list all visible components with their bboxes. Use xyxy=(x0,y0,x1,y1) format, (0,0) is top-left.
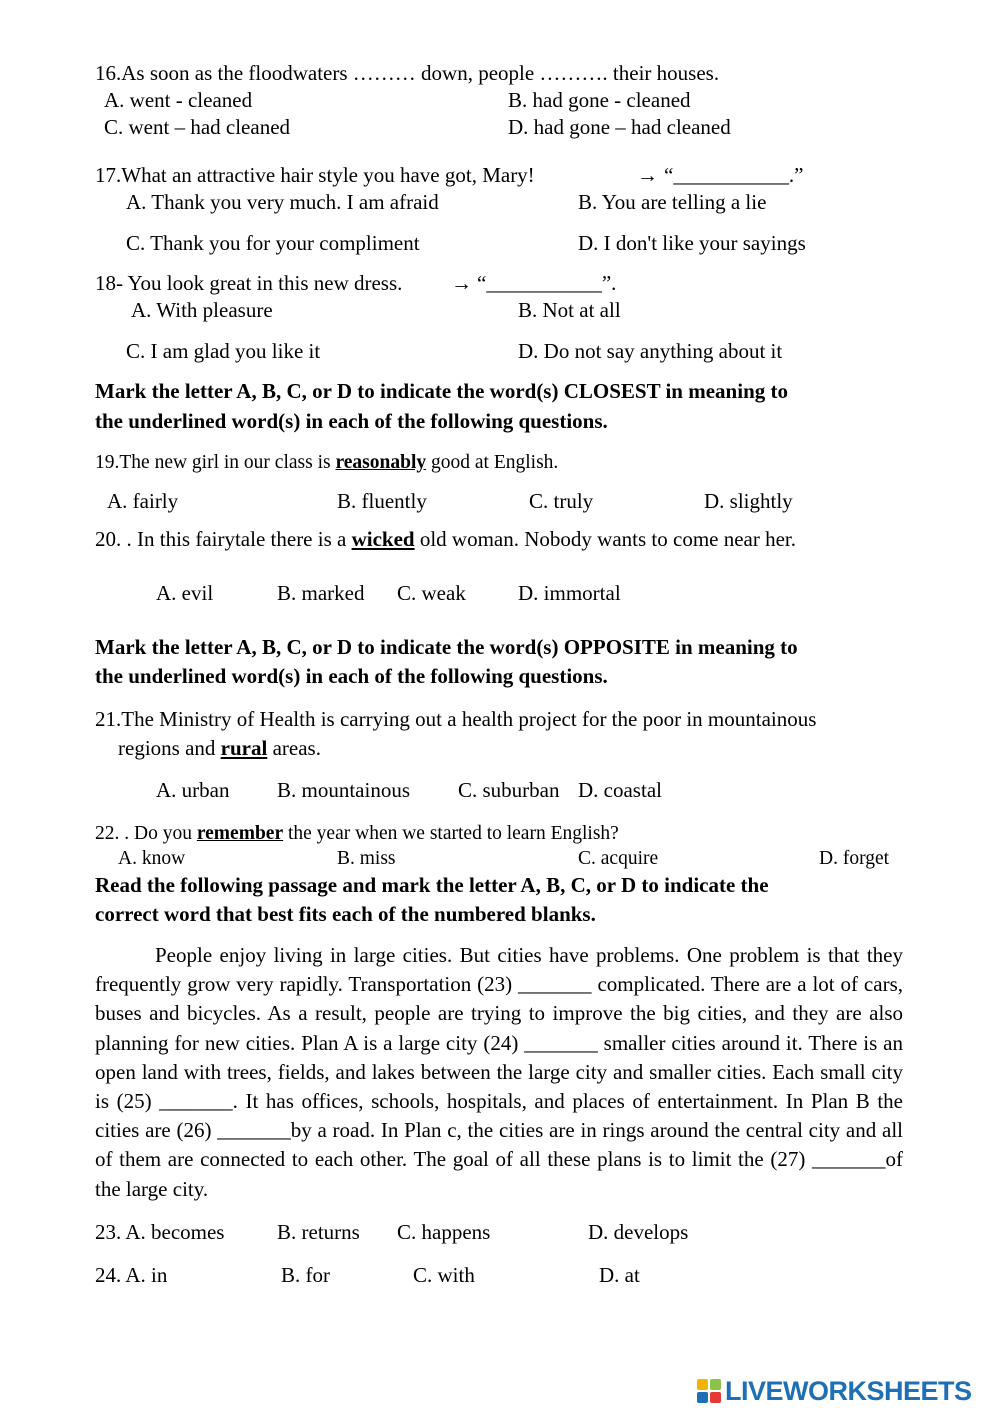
q21-keyword: rural xyxy=(220,736,268,760)
q20-post: old woman. Nobody wants to come near her. xyxy=(414,527,797,551)
liveworksheets-logo[interactable] xyxy=(697,1377,972,1407)
q21-option-a[interactable]: A. urban xyxy=(156,778,230,802)
q20-stem xyxy=(95,526,796,553)
q19-keyword: reasonably xyxy=(335,452,427,473)
liveworksheets-icon xyxy=(697,1379,723,1405)
q21-stem-line1: 21.The Ministry of Health is carrying out a health project for the poor in mountainous xyxy=(95,707,817,731)
passage-text: People enjoy living in large cities. But cities have problems. One problem is that they frequently grow very rapidly. Transportation (23) _______ complicated. There are a lot of cars, buses and bicycles. As a result, people are trying to improve the big cities, and they are also planning for new cities. Plan A is a large city (24) _______ smaller cities around it. There is an open land with trees, fields, and lakes between the large city and smaller cities. Each small city is (25) _______. It has offices, schools, hospitals, and places of entertainment. In Plan B the cities are (26) _______by a road. In Plan c, the cities are in rings around the central city and all of them are connected to each other. The goal of all these plans is to limit the (27) _______of the large city. xyxy=(95,943,903,1201)
q19-stem xyxy=(95,450,558,475)
q22-option-a[interactable]: A. know xyxy=(118,848,186,869)
q23-option-d[interactable]: D. develops xyxy=(588,1220,689,1244)
q17-option-a[interactable]: A. Thank you very much. I am afraid xyxy=(126,190,439,214)
passage-paragraph xyxy=(95,941,903,1204)
section-closest-heading-line1: Mark the letter A, B, C, or D to indicate the word(s) CLOSEST in meaning to xyxy=(95,379,788,403)
q18-option-a[interactable]: A. With pleasure xyxy=(131,298,273,322)
q16-stem: 16.As soon as the floodwaters ……… down, people ………. their houses. xyxy=(95,61,720,85)
q21-post: areas. xyxy=(267,736,321,760)
q21-option-c[interactable]: C. suburban xyxy=(458,778,560,802)
liveworksheets-logo-text: LIVEWORKSHEETS xyxy=(725,1376,972,1407)
q17-stem: 17.What an attractive hair style you have got, Mary! xyxy=(95,163,535,187)
q22-keyword: remember xyxy=(196,823,284,844)
q19-post: good at English. xyxy=(426,452,559,473)
q22-option-c[interactable]: C. acquire xyxy=(578,848,659,869)
q20-option-a[interactable]: A. evil xyxy=(156,581,214,605)
q23-option-b[interactable]: B. returns xyxy=(277,1220,360,1244)
q18-stem: 18- You look great in this new dress. xyxy=(95,271,403,295)
q21-stem-line2 xyxy=(118,735,321,762)
q16-option-d[interactable]: D. had gone – had cleaned xyxy=(508,115,731,139)
q21-option-b[interactable]: B. mountainous xyxy=(277,778,411,802)
q18-option-b[interactable]: B. Not at all xyxy=(518,298,621,322)
q20-option-d[interactable]: D. immortal xyxy=(518,581,621,605)
q21-option-d[interactable]: D. coastal xyxy=(578,778,662,802)
q20-option-c[interactable]: C. weak xyxy=(397,581,466,605)
q21-pre: regions and xyxy=(118,736,221,760)
q18-option-d[interactable]: D. Do not say anything about it xyxy=(518,339,783,363)
q20-option-b[interactable]: B. marked xyxy=(277,581,365,605)
q19-option-b[interactable]: B. fluently xyxy=(337,489,427,513)
q19-option-d[interactable]: D. slightly xyxy=(704,489,793,513)
q22-post: the year when we started to learn English? xyxy=(283,823,619,844)
section-passage-heading-line2: correct word that best fits each of the numbered blanks. xyxy=(95,902,596,926)
q17-option-b[interactable]: B. You are telling a lie xyxy=(578,190,767,214)
q16-option-b[interactable]: B. had gone - cleaned xyxy=(508,88,691,112)
q22-pre: 22. . Do you xyxy=(95,823,197,844)
q23-option-c[interactable]: C. happens xyxy=(397,1220,491,1244)
q18-arrow-icon: → xyxy=(451,271,472,295)
q22-option-d[interactable]: D. forget xyxy=(819,848,890,869)
section-opposite-heading-line2: the underlined word(s) in each of the following questions. xyxy=(95,664,608,688)
q16-option-c[interactable]: C. went – had cleaned xyxy=(104,115,291,139)
q18-option-c[interactable]: C. I am glad you like it xyxy=(126,339,321,363)
q17-option-d[interactable]: D. I don't like your sayings xyxy=(578,231,806,255)
q22-option-b[interactable]: B. miss xyxy=(337,848,396,869)
q16-option-a[interactable]: A. went - cleaned xyxy=(104,88,253,112)
q24-option-d[interactable]: D. at xyxy=(599,1263,640,1287)
q24-option-c[interactable]: C. with xyxy=(413,1263,475,1287)
q23-option-a[interactable]: 23. A. becomes xyxy=(95,1220,225,1244)
q20-pre: 20. . In this fairytale there is a xyxy=(95,527,352,551)
q17-blank: “___________.” xyxy=(664,163,804,187)
q17-arrow-icon: → xyxy=(637,163,658,187)
q17-option-c[interactable]: C. Thank you for your compliment xyxy=(126,231,420,255)
q19-option-c[interactable]: C. truly xyxy=(529,489,594,513)
section-passage-heading-line1: Read the following passage and mark the letter A, B, C, or D to indicate the xyxy=(95,873,769,897)
q22-stem xyxy=(95,821,619,846)
q19-pre: 19.The new girl in our class is xyxy=(95,452,336,473)
q24-option-b[interactable]: B. for xyxy=(281,1263,330,1287)
section-closest-heading-line2: the underlined word(s) in each of the following questions. xyxy=(95,409,608,433)
q20-keyword: wicked xyxy=(351,527,415,551)
q24-option-a[interactable]: 24. A. in xyxy=(95,1263,168,1287)
q18-blank: “___________”. xyxy=(477,271,617,295)
q19-option-a[interactable]: A. fairly xyxy=(107,489,179,513)
section-opposite-heading-line1: Mark the letter A, B, C, or D to indicate the word(s) OPPOSITE in meaning to xyxy=(95,635,798,659)
